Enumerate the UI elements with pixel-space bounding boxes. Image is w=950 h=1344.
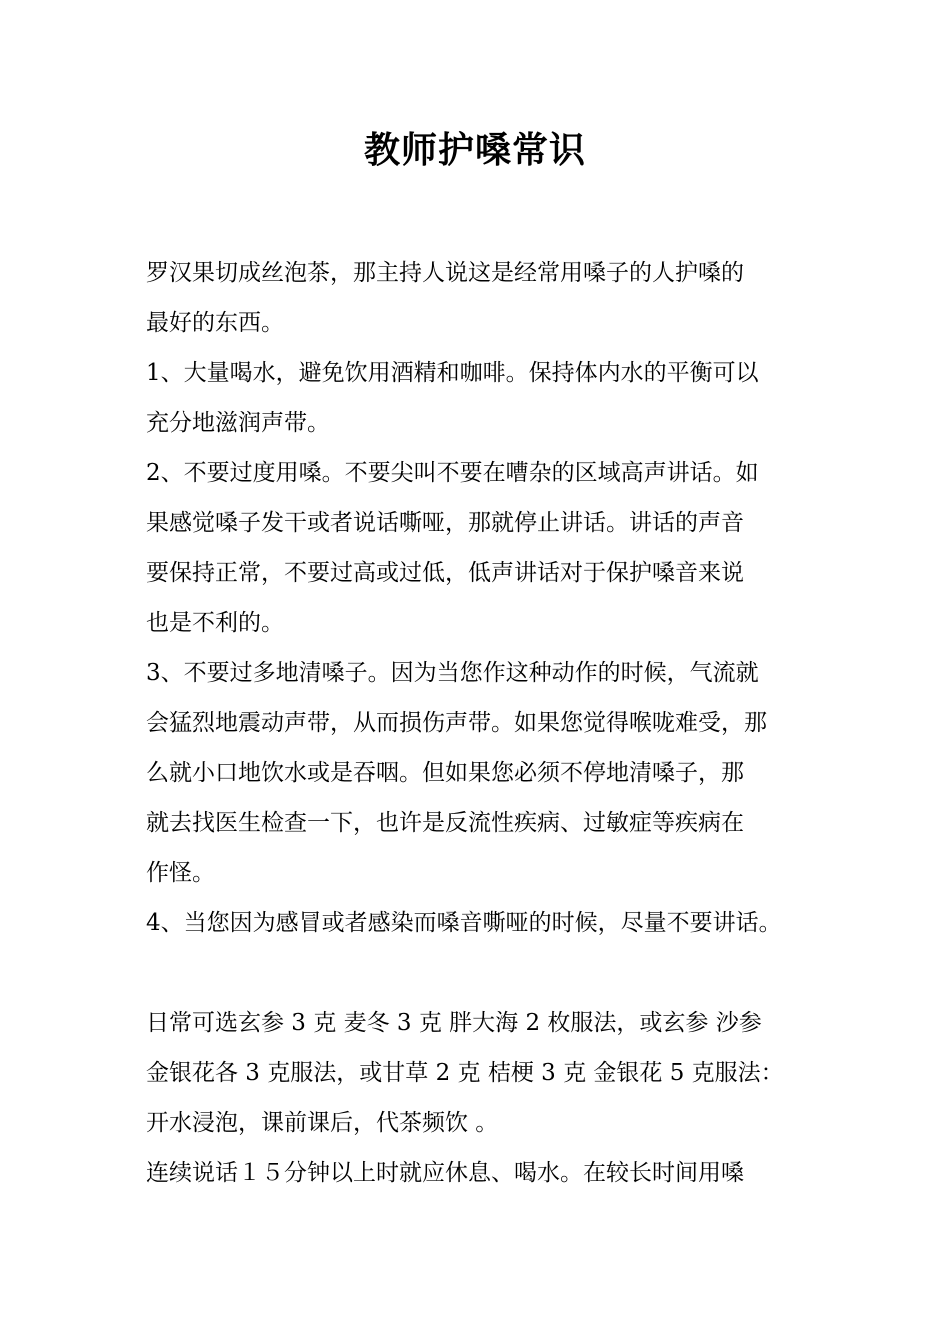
text-line: 充分地滋润声带。: [146, 410, 330, 436]
text-line: 连续说话１５分钟以上时就应休息、喝水。在较长时间用嗓: [146, 1160, 744, 1186]
document-title: 教师护嗓常识: [363, 129, 586, 171]
paragraph-tip-1: [146, 348, 846, 448]
text-line: 开水浸泡，课前课后，代茶频饮 。: [146, 1110, 499, 1136]
text-line: 罗汉果切成丝泡茶，那主持人说这是经常用嗓子的人护嗓的: [146, 260, 744, 286]
paragraph-intro: [146, 248, 846, 348]
document-body: [146, 248, 846, 1198]
text-line: 也是不利的。: [146, 610, 284, 636]
paragraph-herbal-remedy: [146, 998, 846, 1148]
text-line: 3、不要过多地清嗓子。因为当您作这种动作的时候，气流就: [146, 660, 759, 686]
text-line: 就去找医生检查一下，也许是反流性疾病、过敏症等疾病在: [146, 810, 744, 836]
text-line: 最好的东西。: [146, 310, 284, 336]
text-line: 1、大量喝水，避免饮用酒精和咖啡。保持体内水的平衡可以: [146, 360, 759, 386]
text-line: 作怪。: [146, 860, 215, 886]
text-line: 要保持正常，不要过高或过低，低声讲话对于保护嗓音来说: [146, 560, 744, 586]
paragraph-tip-3: [146, 648, 846, 898]
text-line: 2、不要过度用嗓。不要尖叫不要在嘈杂的区域高声讲话。如: [146, 460, 759, 486]
text-line: 日常可选玄参 3 克 麦冬 3 克 胖大海 2 枚服法，或玄参 沙参: [146, 1010, 762, 1036]
text-line: 4、当您因为感冒或者感染而嗓音嘶哑的时候，尽量不要讲话。: [146, 910, 782, 936]
text-line: 果感觉嗓子发干或者说话嘶哑，那就停止讲话。讲话的声音: [146, 510, 744, 536]
paragraph-tip-2: [146, 448, 846, 648]
paragraph-rest-advice: [146, 1148, 846, 1198]
text-line: 金银花各 3 克服法，或甘草 2 克 桔梗 3 克 金银花 5 克服法：: [146, 1060, 784, 1086]
paragraph-tip-4: [146, 898, 846, 948]
text-line: 么就小口地饮水或是吞咽。但如果您必须不停地清嗓子，那: [146, 760, 744, 786]
text-line: 会猛烈地震动声带，从而损伤声带。如果您觉得喉咙难受，那: [146, 710, 767, 736]
paragraph-gap: [146, 948, 846, 998]
